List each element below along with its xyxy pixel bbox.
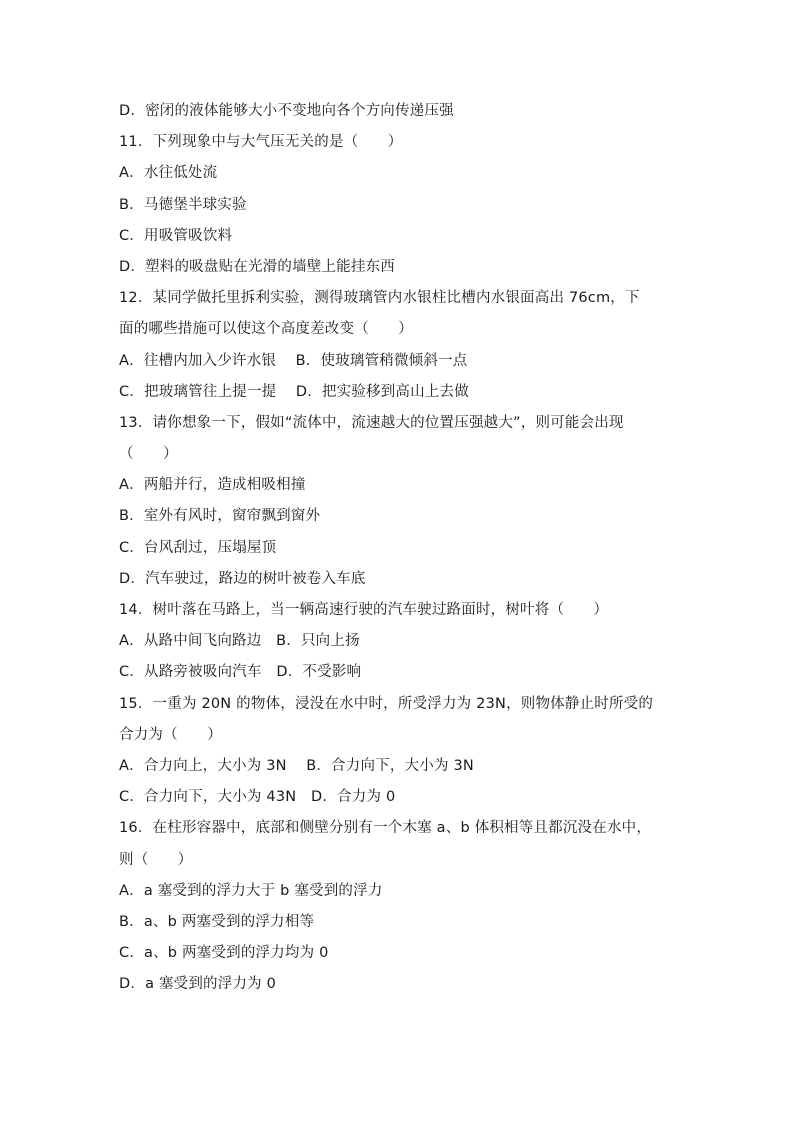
option-13d: D．汽车驶过，路边的树叶被卷入车底 [119,570,366,587]
option-13a: A．两船并行，造成相吸相撞 [119,477,306,494]
options-15-ab: A．合力向上，大小为 3N B．合力向下，大小为 3N [119,757,474,774]
option-10d: D．密闭的液体能够大小不变地向各个方向传递压强 [119,103,454,119]
options-15-cd: C．合力向下，大小为 43N D．合力为 0 [119,789,396,806]
options-12-cd: C．把玻璃管往上提一提 D．把实验移到高山上去做 [119,383,469,400]
option-11c: C．用吸管吸饮料 [119,227,233,244]
question-15-stem-line1: 15．一重为 20N 的物体，浸没在水中时，所受浮力为 23N，则物体静止时所受的 [119,695,654,712]
question-14-stem: 14．树叶落在马路上，当一辆高速行驶的汽车驶过路面时，树叶将（ ） [119,602,609,618]
question-13-stem-line1: 13．请你想象一下，假如“流体中，流速越大的位置压强越大”，则可能会出现 [119,414,624,431]
option-13b: B．室外有风时，窗帘飘到窗外 [119,508,321,525]
question-15-stem-line2: 合力为（ ） [119,726,222,743]
options-14-ab: A．从路中间飞向路边 B．只向上扬 [119,633,360,650]
question-16-stem-line2: 则（ ） [119,851,193,868]
question-list [119,96,679,1000]
option-11a: A．水往低处流 [119,165,218,182]
options-12-ab: A．往槽内加入少许水银 B．使玻璃管稍微倾斜一点 [119,352,468,369]
question-11-stem: 11．下列现象中与大气压无关的是（ ） [119,134,403,151]
question-12-stem-line2: 面的哪些措施可以使这个高度差改变（ ） [119,321,413,338]
option-11b: B．马德堡半球实验 [119,196,247,213]
options-14-cd: C．从路旁被吸向汽车 D．不受影响 [119,664,362,681]
question-16-stem-line1: 16．在柱形容器中，底部和侧壁分别有一个木塞 a、b 体积相等且都沉没在水中， [119,820,652,837]
question-13-stem-line2: （ ） [119,446,178,463]
option-16c: C．a、b 两塞受到的浮力均为 0 [119,945,329,962]
question-12-stem-line1: 12．某同学做托里拆利实验，测得玻璃管内水银柱比槽内水银面高出 76cm，下 [119,290,640,307]
option-16b: B．a、b 两塞受到的浮力相等 [119,913,315,930]
option-11d: D．塑料的吸盘贴在光滑的墙壁上能挂东西 [119,258,395,275]
option-16a: A．a 塞受到的浮力大于 b 塞受到的浮力 [119,882,383,899]
option-13c: C．台风刮过，压塌屋顶 [119,539,277,556]
option-16d: D．a 塞受到的浮力为 0 [119,976,277,993]
